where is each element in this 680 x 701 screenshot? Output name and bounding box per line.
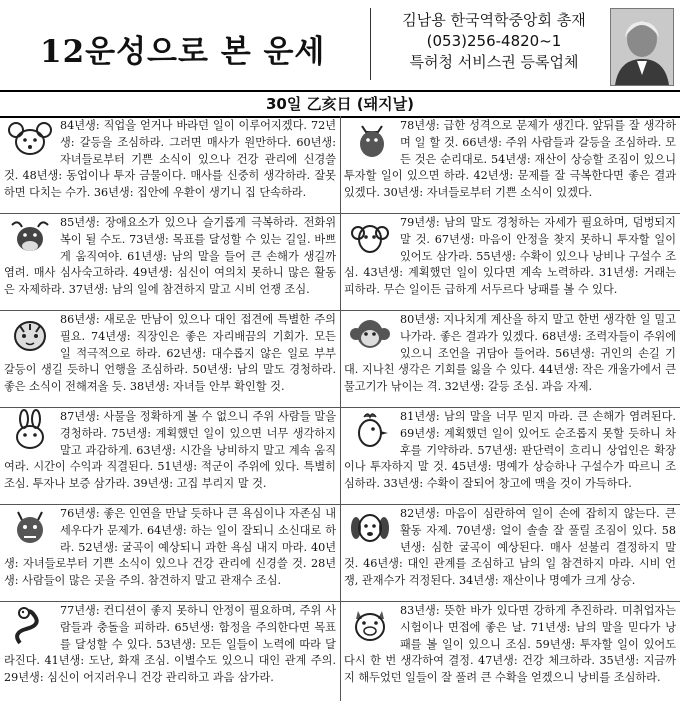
fortune-text: 79년생: 남의 말도 경청하는 자세가 필요하며, 덤벙되지 말 것. 67년생: 마음이 안정을 찾지 못하니 투자할 일이 있어도 삼가라. 55년생: 수확이 있으나 낭비나 구설수 조심. 43년생: 계획했던 일이 있다면 계속 노력하라. 31년생: 거래는 피하라. 무슨 일이든 급하게 서두르다 낭패를 볼 수 있다. [344,216,676,297]
fortune-text: 86년생: 새로운 만남이 있으나 대인 접견에 특별한 주의 필요. 74년생: 직장인은 좋은 자리배끔의 기회가. 모든 일 적극적으로 하라. 62년생: 대수롭지 않은 일로 부부 갈등이 생길 듯하니 언행을 조심하라. 50년생: 남의 말도 경청하라. 좋은 소식이 전해져올 듯. 38년생: 자녀들 안부 확인할 것. [4,313,336,394]
dragon-icon [4,506,56,550]
zodiac-cell-rat [0,116,340,213]
fortune-text: 81년생: 남의 말을 너무 믿지 마라. 큰 손해가 염려된다. 69년생: 계획했던 일이 있어도 순조롭지 못할 듯하니 차후를 기약하라. 57년생: 판단력이 흐리니 상업인은 확장이나 투자하지 말 것. 45년생: 명예가 상승하나 구설수가 따르니 조심하라. 33년생: 수확이 잘되어 창고에 맥을 것이 가득하다. [344,410,676,491]
fortune-text: 85년생: 장애요소가 있으나 슬기롭게 극복하라. 전화위복이 될 수도. 73년생: 목표를 달성할 수 있는 길일. 바쁘게 움직여야. 61년생: 남의 말을 들어 큰 손해가 생길까 염려. 매사 심사숙고하라. 49년생: 심신이 여의치 못하니 많은 활동은 자제하라. 37년생: 남의 일에 참견하지 말고 시비 언쟁 조심. [4,216,336,297]
zodiac-cell-monkey [340,310,680,407]
author-block [384,10,604,73]
rat-icon [4,118,56,162]
fortune-text: 76년생: 좋은 인연을 만날 듯하나 큰 욕심이나 자존심 내세우다가 문제가. 64년생: 하는 일이 잘되니 소신대로 하라. 52년생: 굴곡이 예상되니 과한 욕심 내지 마라. 40년생: 자녀들로부터 기쁜 소식이 있으나 건강 관리에 신경쓸 것. 28년생: 사람들이 많은 곳을 주의. 참견하지 말고 관재수 조심. [4,507,336,588]
fortune-text: 82년생: 마음이 심란하여 일이 손에 잡히지 않는다. 큰 활동 자제. 70년생: 얼이 솔솔 잘 풀릴 조짐이 있다. 58년생: 심한 굴곡이 예상된다. 매사 섣불리 결정하지 말 것. 46년생: 대인 관계를 조심하고 남의 일 참견하지 마라. 시비 언쟁, 관재수가 걱정된다. 34년생: 재산이나 명예가 크게 상승. [344,507,676,588]
zodiac-cell-pig [340,601,680,698]
zodiac-cell-tiger [0,310,340,407]
page-header [0,0,680,88]
fortune-text: 83년생: 뜻한 바가 있다면 강하게 추진하라. 미취업자는 시험이나 면접에 좋은 날. 71년생: 남의 말을 믿다가 낭패를 볼 일이 있으니 조심. 59년생: 투자할 일이 있어도 다시 한 번 생각하여 결정. 47년생: 건강 체크하라. 35년생: 지금까지 해두었던 일들이 잘 풀려 큰 수확을 얻겠으니 낭비를 조심하라. [344,604,676,685]
zodiac-cell-dragon [0,504,340,601]
zodiac-cell-ox [0,213,340,310]
portrait-photo-icon [611,9,673,85]
tiger-icon [4,312,56,356]
date-band: 30일 乙亥日 (돼지날) [0,90,680,118]
snake-icon [4,603,56,647]
fortune-text: 78년생: 급한 성격으로 문제가 생긴다. 앞뒤를 잘 생각하며 일 할 것. 66년생: 주위 사람들과 갈등을 조심하라. 모든 것은 순리대로. 54년생: 재산이 상승할 조짐이 있으니 투자할 일이 있으면 하라. 42년생: 문제를 잘 극복한다면 좋은 결과 있겠다. 30년생: 자녀들로부터 기쁜 소식이 있겠다. [344,119,676,200]
sheep-icon [344,215,396,259]
zodiac-cell-sheep [340,213,680,310]
horse-icon [344,118,396,162]
portrait-photo [610,8,674,86]
author-patent: 특허청 서비스권 등록업체 [409,53,579,71]
dog-icon [344,506,396,550]
author-name: 김남용 한국역학중앙회 총재 [402,11,586,29]
zodiac-cell-dog [340,504,680,601]
header-divider [370,8,371,80]
fortune-text: 84년생: 직업을 얻거나 바라던 일이 이루어지겠다. 72년생: 갈등을 조심하라. 그러면 매사가 원만하다. 60년생: 자녀들로부터 기쁜 소식이 있으나 건강 관리에 신경쓸 것. 48년생: 동업이나 투자 금물이다. 매사를 신중히 생각하라. 잘못하면 다치는 수가. 36년생: 집안에 우환이 생기니 집 단속하라. [4,119,336,200]
pig-icon [344,603,396,647]
zodiac-cell-rooster [340,407,680,504]
rooster-icon [344,409,396,453]
fortune-text: 77년생: 컨디션이 좋지 못하니 안정이 필요하며, 주위 사람들과 충돌을 피하라. 65년생: 함정을 주의한다면 목표를 달성할 수 있다. 53년생: 모든 일들이 노력에 따라 달라진다. 41년생: 도난, 화재 조심. 이별수도 있으니 대인 관계 주의. 29년생: 심신이 어지러우니 건강 관리하고 과음 삼가라. [4,604,336,685]
monkey-icon [344,312,396,356]
ox-icon [4,215,56,259]
zodiac-cell-horse [340,116,680,213]
fortune-text: 87년생: 사물을 정확하게 볼 수 없으니 주위 사람들 말을 경청하라. 75년생: 계획했던 일이 있으면 너무 생각하지 말고 과감하게. 63년생: 시간을 낭비하지 말고 계속 움직여라. 시간이 수익과 직결된다. 51년생: 적군이 주위에 있다. 특별히 조심. 투자나 보증 삼가라. 39년생: 고집 부리지 말 것. [4,410,336,491]
page-title: 12운성으로 본 운세 [40,34,326,70]
zodiac-cell-rabbit [0,407,340,504]
zodiac-cell-snake [0,601,340,698]
horoscope-grid [0,116,680,701]
author-phone: (053)256-4820~1 [426,32,562,50]
fortune-text: 80년생: 지나치게 계산을 하지 말고 한번 생각한 일 밀고 나가라. 좋은 결과가 있겠다. 68년생: 조력자들이 주위에 있으니 조언을 귀담아 들어라. 56년생: 귀인의 손길 기대. 지나친 생각은 기회를 잃을 수 있다. 44년생: 작은 개울가에서 큰 물고기가 낚이는 격. 32년생: 갈등 조심. 과음 자제. [344,313,676,394]
rabbit-icon [4,409,56,453]
